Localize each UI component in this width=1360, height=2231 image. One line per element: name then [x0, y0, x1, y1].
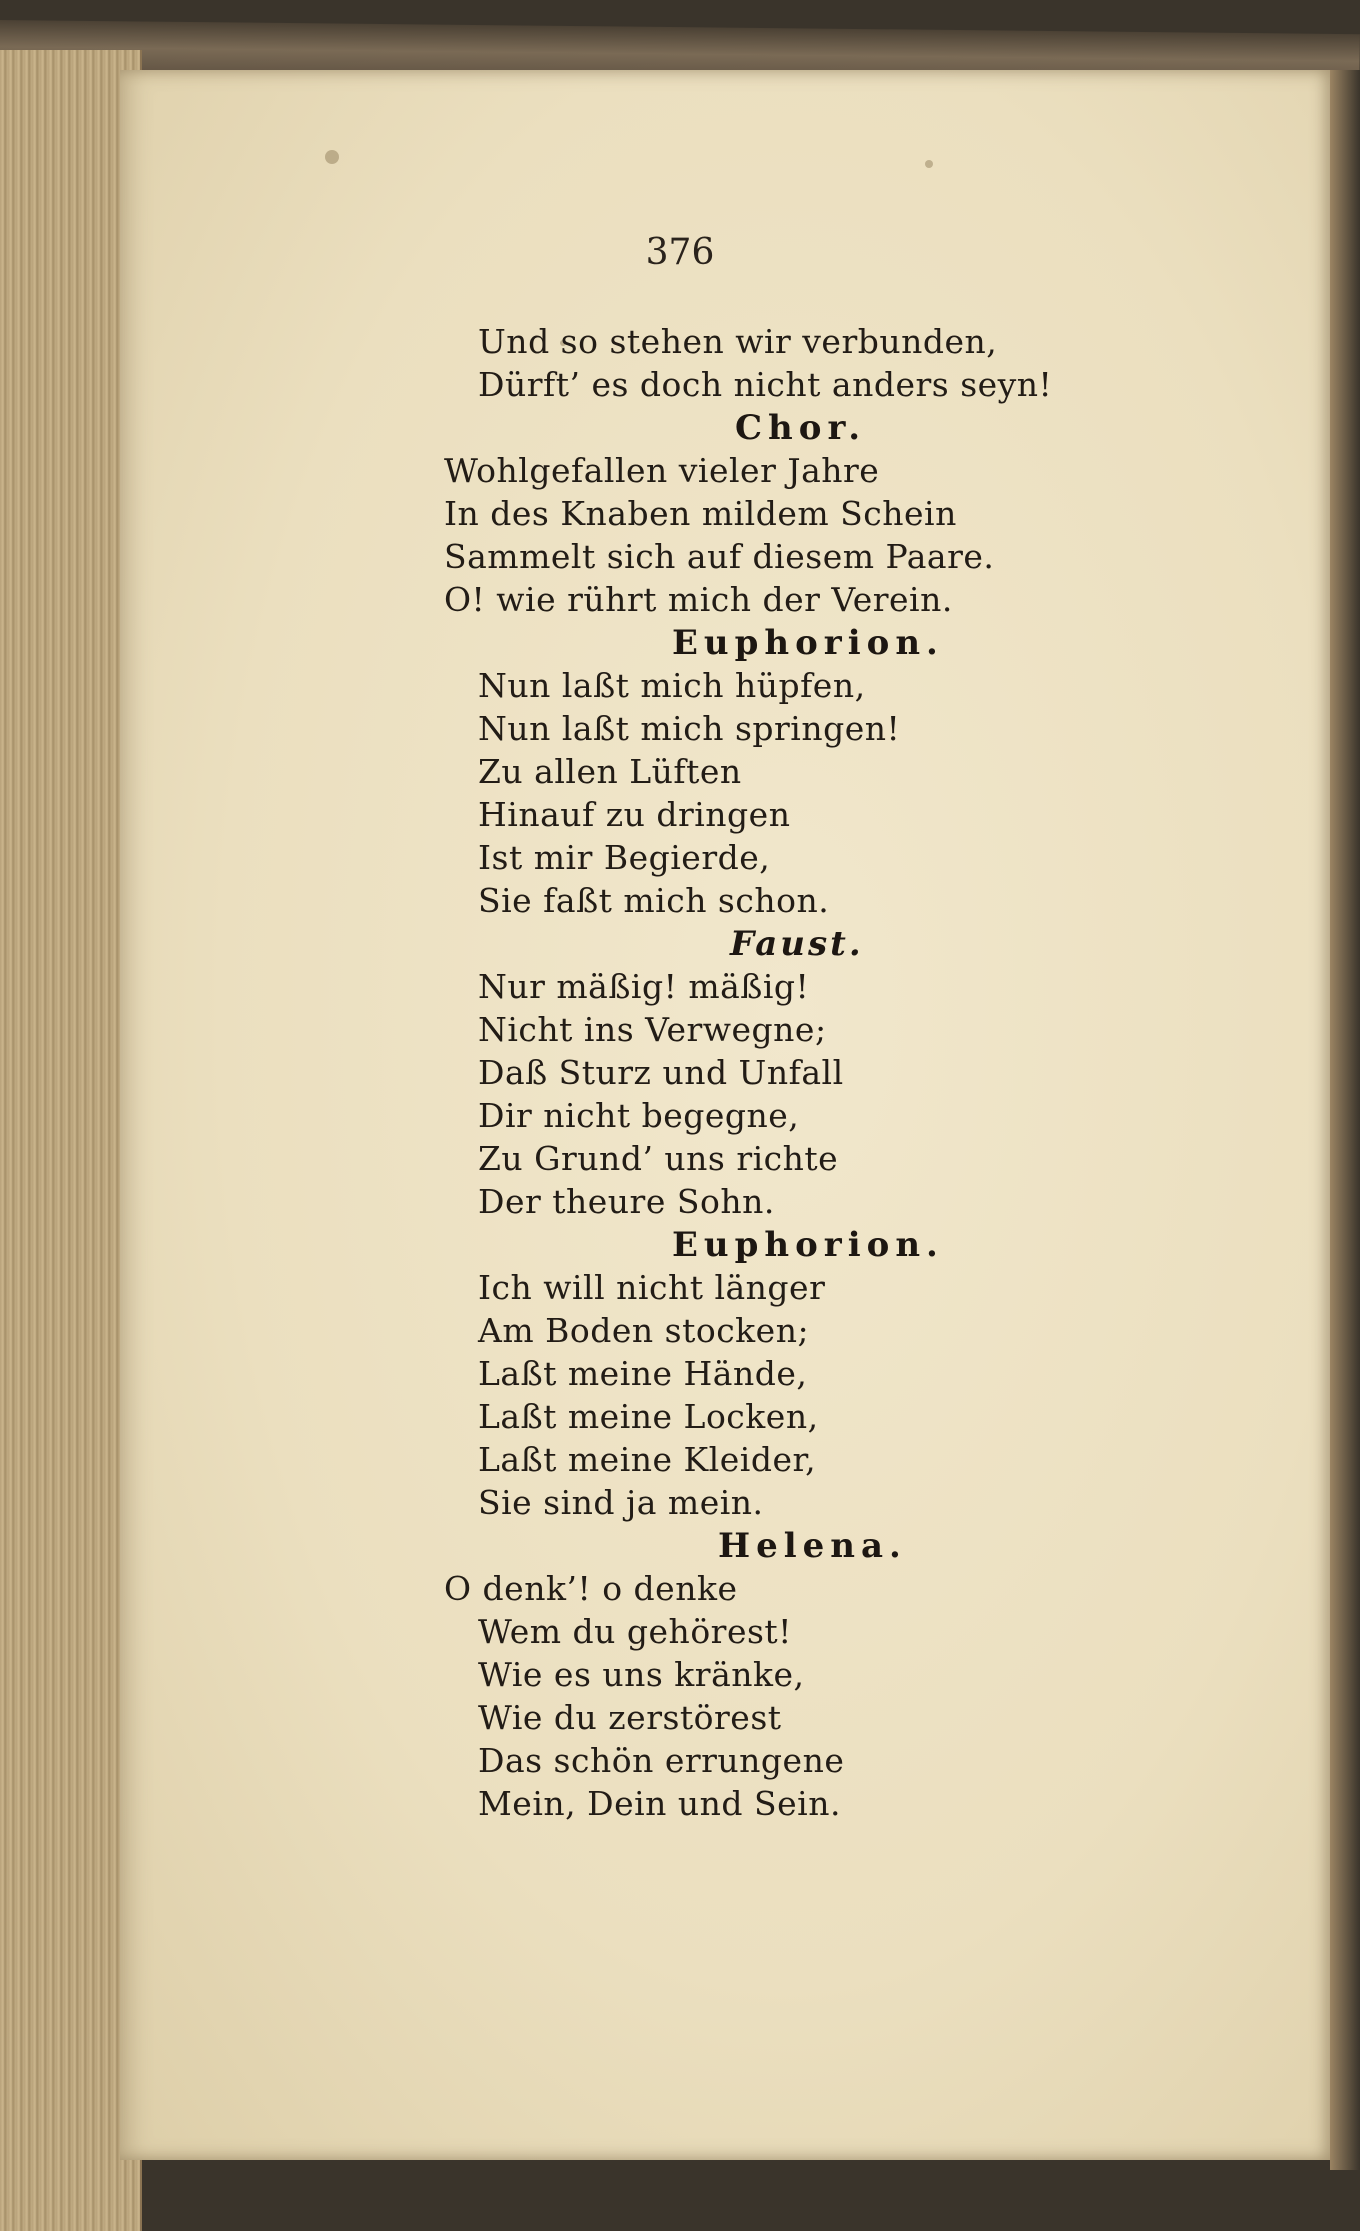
- verse-line: Sammelt sich auf diesem Paare.: [444, 537, 995, 576]
- verse-line: Nun laßt mich springen!: [478, 709, 901, 748]
- verse-line: Zu Grund’ uns richte: [478, 1139, 839, 1178]
- verse-line: Sie faßt mich schon.: [478, 881, 830, 920]
- page-number: 376: [645, 232, 715, 273]
- verse-line: Laßt meine Hände,: [478, 1354, 808, 1393]
- show-through: [1020, 330, 1021, 331]
- verse-line: Und so stehen wir verbunden,: [478, 322, 998, 361]
- verse-line: Ich will nicht länger: [478, 1268, 826, 1307]
- verse-line: Sie sind ja mein.: [478, 1483, 764, 1522]
- verse-line: Der theure Sohn.: [478, 1182, 775, 1221]
- speaker-heading: Euphorion.: [672, 623, 944, 663]
- verse-line: O denk’! o denke: [444, 1569, 738, 1608]
- speaker-heading: Faust.: [730, 924, 864, 964]
- verse-line: Mein, Dein und Sein.: [478, 1784, 841, 1823]
- foxing-spot: [325, 150, 339, 164]
- verse-line: Ist mir Begierde,: [478, 838, 771, 877]
- verse-line: Das schön errungene: [478, 1741, 845, 1780]
- verse-line: Wie du zerstörest: [478, 1698, 782, 1737]
- verse-line: Nicht ins Verwegne;: [478, 1010, 827, 1049]
- verse-line: Zu allen Lüften: [478, 752, 742, 791]
- speaker-heading: Chor.: [735, 408, 867, 448]
- verse-line: O! wie rührt mich der Verein.: [444, 580, 953, 619]
- verse-line: Laßt meine Kleider,: [478, 1440, 817, 1479]
- verse-line: Dürft’ es doch nicht anders seyn!: [478, 365, 1053, 404]
- verse-line: In des Knaben mildem Schein: [444, 494, 957, 533]
- verse-line: Hinauf zu dringen: [478, 795, 791, 834]
- verse-line: Daß Sturz und Unfall: [478, 1053, 844, 1092]
- verse-line: Wohlgefallen vieler Jahre: [444, 451, 880, 490]
- verse-line: Am Boden stocken;: [478, 1311, 810, 1350]
- verse-line: Nur mäßig! mäßig!: [478, 967, 810, 1006]
- speaker-heading: Euphorion.: [672, 1225, 944, 1265]
- verse-line: Nun laßt mich hüpfen,: [478, 666, 866, 705]
- gutter-shadow: [1330, 70, 1360, 2170]
- verse-line: Wem du gehörest!: [478, 1612, 792, 1651]
- verse-line: Laßt meine Locken,: [478, 1397, 819, 1436]
- foxing-spot: [925, 160, 933, 168]
- verse-line: Dir nicht begegne,: [478, 1096, 800, 1135]
- speaker-heading: Helena.: [718, 1526, 907, 1566]
- verse-line: Wie es uns kränke,: [478, 1655, 805, 1694]
